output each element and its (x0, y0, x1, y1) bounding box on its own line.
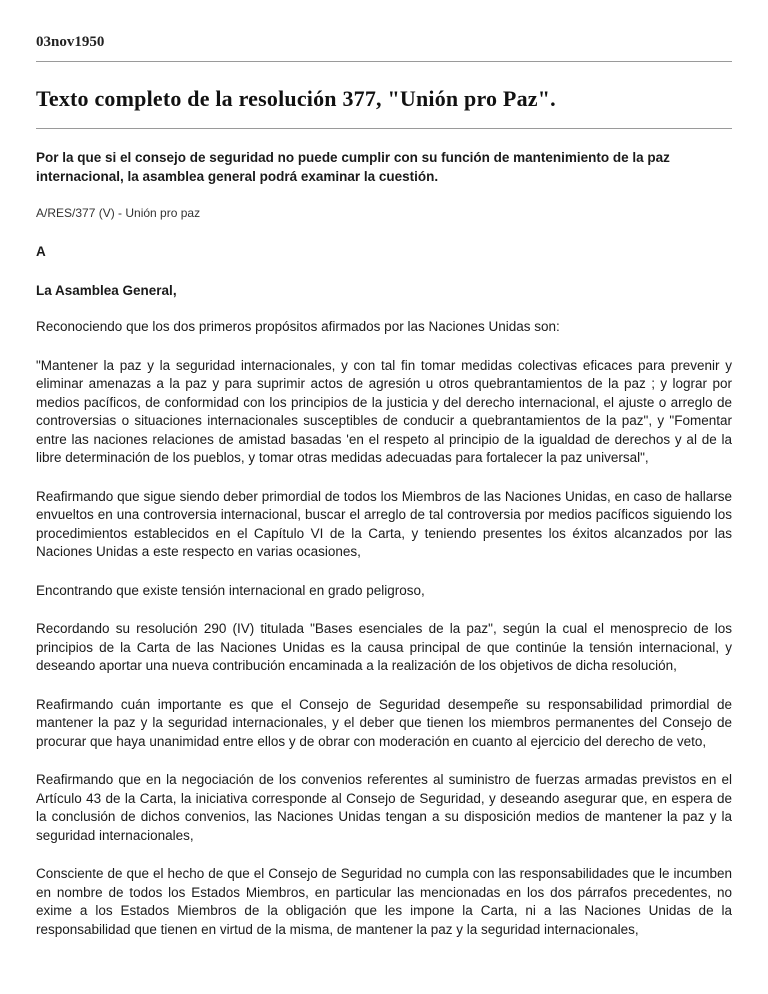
body-paragraph: Encontrando que existe tensión internacional en grado peligroso, (36, 582, 425, 598)
body-paragraph: "Mantener la paz y la seguridad internacionales, y con tal fin tomar medidas colectivas eficaces para prevenir y eliminar amenazas a la paz y para suprimir actos de agresión u otros quebrantamientos de la paz ; y lograr por medios pacíficos, de conformidad con los principios de la justicia y del derecho internacional, el ajuste o arreglo de controversias o situaciones internacionales susceptibles de conducir a quebrantamientos de la paz", y "Fomentar entre las naciones relaciones de amistad basadas 'en el respeto al principio de la igualdad de derechos y al de la libre determinación de los pueblos, y tomar otras medidas adecuadas para fortalecer la paz universal", (36, 357, 732, 465)
body-paragraph: Reafirmando cuán importante es que el Consejo de Seguridad desempeñe su responsabilidad primordial de mantener la paz y la seguridad internacionales, y el deber que tienen los miembros permanentes del Consejo de procurar que haya unanimidad entre ellos y de obrar con moderación en cuanto al ejercicio del derecho de veto, (36, 696, 732, 749)
document-subtitle: Por la que si el consejo de seguridad no puede cumplir con su función de mantenimiento de la paz internacional, la asamblea general podrá examinar la cuestión. (36, 150, 670, 184)
body-paragraph: Reconociendo que los dos primeros propósitos afirmados por las Naciones Unidas son: (36, 319, 560, 334)
section-label: A (36, 244, 46, 259)
body-paragraph: Reafirmando que sigue siendo deber primordial de todos los Miembros de las Naciones Unidas, en caso de hallarse envueltos en una controversia internacional, buscar el arreglo de tal controversia por medios pacíficos siguiendo los procedimientos establecidos en el Capítulo VI de la Carta, y teniendo presentes los éxitos alcanzados por las Naciones Unidas a este respecto en varias ocasiones, (36, 488, 732, 559)
body-paragraph: Consciente de que el hecho de que el Consejo de Seguridad no cumpla con las responsabilidades que le incumben en nombre de todos los Estados Miembros, en particular las mencionadas en los dos párrafos precedentes, no exime a los Estados Miembros de la obligación que les impone la Carta, ni a las Naciones Unidas de la responsabilidad que tienen en virtud de la misma, de mantener la paz y la seguridad internacionales, (36, 866, 732, 937)
body-paragraph: Recordando su resolución 290 (IV) titulada "Bases esenciales de la paz", según la cual el menosprecio de los principios de la Carta de las Naciones Unidas es la causa principal de que continúe la tensión internacional, y deseando aportar una nueva contribución encaminada a la realización de los objetivos de dicha resolución, (36, 621, 732, 673)
title-divider (36, 128, 732, 129)
top-divider (36, 61, 732, 62)
body-paragraph: Reafirmando que en la negociación de los convenios referentes al suministro de fuerzas armadas previstos en el Artículo 43 de la Carta, la iniciativa corresponde al Consejo de Seguridad, y deseando asegurar que, en espera de la conclusión de dichos convenios, las Naciones Unidas tengan a su disposición medios de mantener la paz y la seguridad internacionales, (36, 772, 732, 843)
salutation: La Asamblea General, (36, 283, 177, 298)
document-date: 03nov1950 (36, 34, 105, 50)
resolution-reference: A/RES/377 (V) - Unión pro paz (36, 206, 201, 220)
page-title: Texto completo de la resolución 377, "Unión pro Paz". (36, 86, 556, 111)
